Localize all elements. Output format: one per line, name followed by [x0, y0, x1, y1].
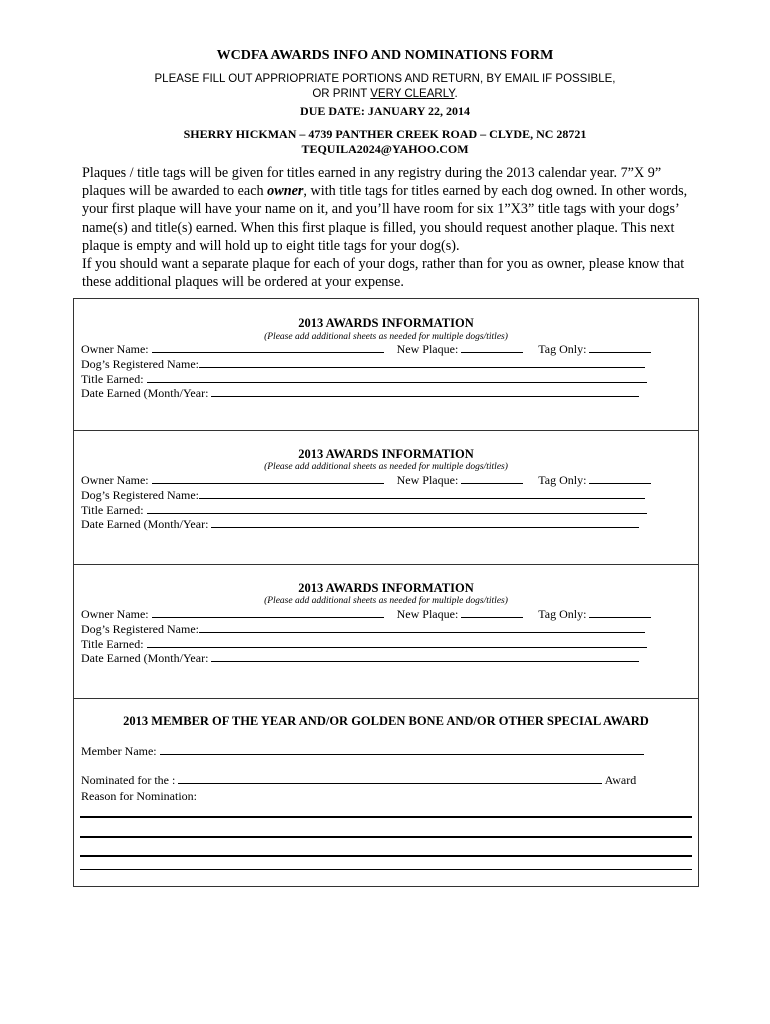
new-plaque-label: New Plaque:	[396, 473, 459, 487]
member-name-field[interactable]	[160, 744, 644, 755]
dog-name-label: Dog’s Registered Name:	[81, 488, 199, 502]
tag-only-field[interactable]	[589, 607, 651, 618]
intro-paragraph-2: If you should want a separate plaque for each of your dogs, rather than for you as owner, please know that these additional plaques will be ordered at your expense.	[82, 256, 685, 291]
award-section-heading: 2013 AWARDS INFORMATION	[298, 447, 474, 461]
date-earned-label: Date Earned (Month/Year:	[81, 517, 209, 531]
reason-line-3[interactable]	[80, 855, 692, 857]
title-row	[81, 503, 647, 518]
owner-row	[81, 473, 651, 488]
instructions-line-2-suffix: .	[454, 88, 458, 100]
instructions-line-2-prefix: OR PRINT	[312, 88, 371, 100]
title-earned-field[interactable]	[147, 503, 647, 514]
dog-name-label: Dog’s Registered Name:	[81, 357, 199, 371]
tag-only-label: Tag Only:	[538, 473, 587, 487]
owner-name-label: Owner Name:	[81, 473, 149, 487]
intro-paragraph	[82, 164, 694, 291]
award-section-1	[73, 298, 699, 431]
new-plaque-field[interactable]	[461, 342, 523, 353]
due-date: DUE DATE: JANUARY 22, 2014	[300, 104, 470, 118]
dog-name-field[interactable]	[199, 488, 645, 499]
owner-name-field[interactable]	[152, 342, 384, 353]
instructions-line-1: PLEASE FILL OUT APPRIOPRIATE PORTIONS AND RETURN, BY EMAIL IF POSSIBLE,	[154, 73, 616, 85]
new-plaque-label: New Plaque:	[396, 607, 459, 621]
owner-name-label: Owner Name:	[81, 607, 149, 621]
tag-only-field[interactable]	[589, 473, 651, 484]
reason-line-1[interactable]	[80, 816, 692, 818]
dog-row	[81, 357, 645, 372]
reason-line-4[interactable]	[80, 869, 692, 870]
award-section-heading: 2013 AWARDS INFORMATION	[298, 316, 474, 330]
owner-row	[81, 607, 651, 622]
award-section-3	[73, 564, 699, 699]
member-name-label: Member Name:	[81, 744, 157, 758]
title-earned-label: Title Earned:	[81, 637, 144, 651]
owner-name-label: Owner Name:	[81, 342, 149, 356]
title-earned-label: Title Earned:	[81, 372, 144, 386]
date-row	[81, 386, 639, 401]
owner-row	[81, 342, 651, 357]
special-award-section	[73, 698, 699, 887]
title-earned-field[interactable]	[147, 637, 647, 648]
award-section-note: (Please add additional sheets as needed for multiple dogs/titles)	[264, 596, 508, 606]
award-section-note: (Please add additional sheets as needed for multiple dogs/titles)	[264, 462, 508, 472]
dog-name-label: Dog’s Registered Name:	[81, 622, 199, 636]
title-earned-field[interactable]	[147, 372, 647, 383]
date-earned-field[interactable]	[211, 651, 639, 662]
award-section-heading: 2013 AWARDS INFORMATION	[298, 581, 474, 595]
instructions-line-2	[0, 88, 770, 100]
award-section-2	[73, 430, 699, 565]
tag-only-label: Tag Only:	[538, 342, 587, 356]
mailing-address: SHERRY HICKMAN – 4739 PANTHER CREEK ROAD – CLYDE, NC 28721	[183, 127, 587, 141]
new-plaque-field[interactable]	[461, 607, 523, 618]
nominated-for-field[interactable]	[178, 773, 602, 784]
form-title: WCDFA AWARDS INFO AND NOMINATIONS FORM	[216, 48, 554, 63]
title-row	[81, 372, 647, 387]
date-earned-field[interactable]	[211, 386, 639, 397]
tag-only-field[interactable]	[589, 342, 651, 353]
award-section-note: (Please add additional sheets as needed for multiple dogs/titles)	[264, 332, 508, 342]
award-word: Award	[604, 773, 637, 787]
special-award-heading: 2013 MEMBER OF THE YEAR AND/OR GOLDEN BONE AND/OR OTHER SPECIAL AWARD	[123, 714, 649, 728]
contact-email: TEQUILA2024@YAHOO.COM	[301, 142, 469, 156]
new-plaque-label: New Plaque:	[396, 342, 459, 356]
date-earned-label: Date Earned (Month/Year:	[81, 651, 209, 665]
nominated-row	[81, 773, 636, 788]
member-row	[81, 744, 644, 759]
date-row	[81, 517, 639, 532]
very-clearly-text: VERY CLEARLY	[370, 88, 455, 100]
title-earned-label: Title Earned:	[81, 503, 144, 517]
owner-name-field[interactable]	[152, 473, 384, 484]
tag-only-label: Tag Only:	[538, 607, 587, 621]
reason-line-2[interactable]	[80, 836, 692, 838]
dog-row	[81, 488, 645, 503]
dog-name-field[interactable]	[199, 622, 645, 633]
dog-name-field[interactable]	[199, 357, 645, 368]
intro-text-2: , with title tags for titles earned by each dog owned. In other words, your first plaque will have your name on it, and you’ll have room for six 1”X3” title tags with your dogs’ name(s) and title(s) earned. When this first plaque is filled, you should request another plaque. This next plaque is empty and will hold up to eight title tags for your dog(s).	[82, 183, 688, 254]
owner-name-field[interactable]	[152, 607, 384, 618]
title-row	[81, 637, 647, 652]
owner-emphasis: owner	[267, 183, 304, 200]
intro-paragraph-1	[82, 164, 694, 255]
nominated-for-label: Nominated for the :	[81, 773, 176, 787]
intro-text-1: Plaques / title tags will be given for titles earned in any registry during the 2013 calendar year. 7”X 9” plaques will be awarded to each	[82, 165, 662, 200]
reason-label: Reason for Nomination:	[81, 789, 197, 803]
dog-row	[81, 622, 645, 637]
new-plaque-field[interactable]	[461, 473, 523, 484]
date-earned-field[interactable]	[211, 517, 639, 528]
date-earned-label: Date Earned (Month/Year:	[81, 386, 209, 400]
date-row	[81, 651, 639, 666]
